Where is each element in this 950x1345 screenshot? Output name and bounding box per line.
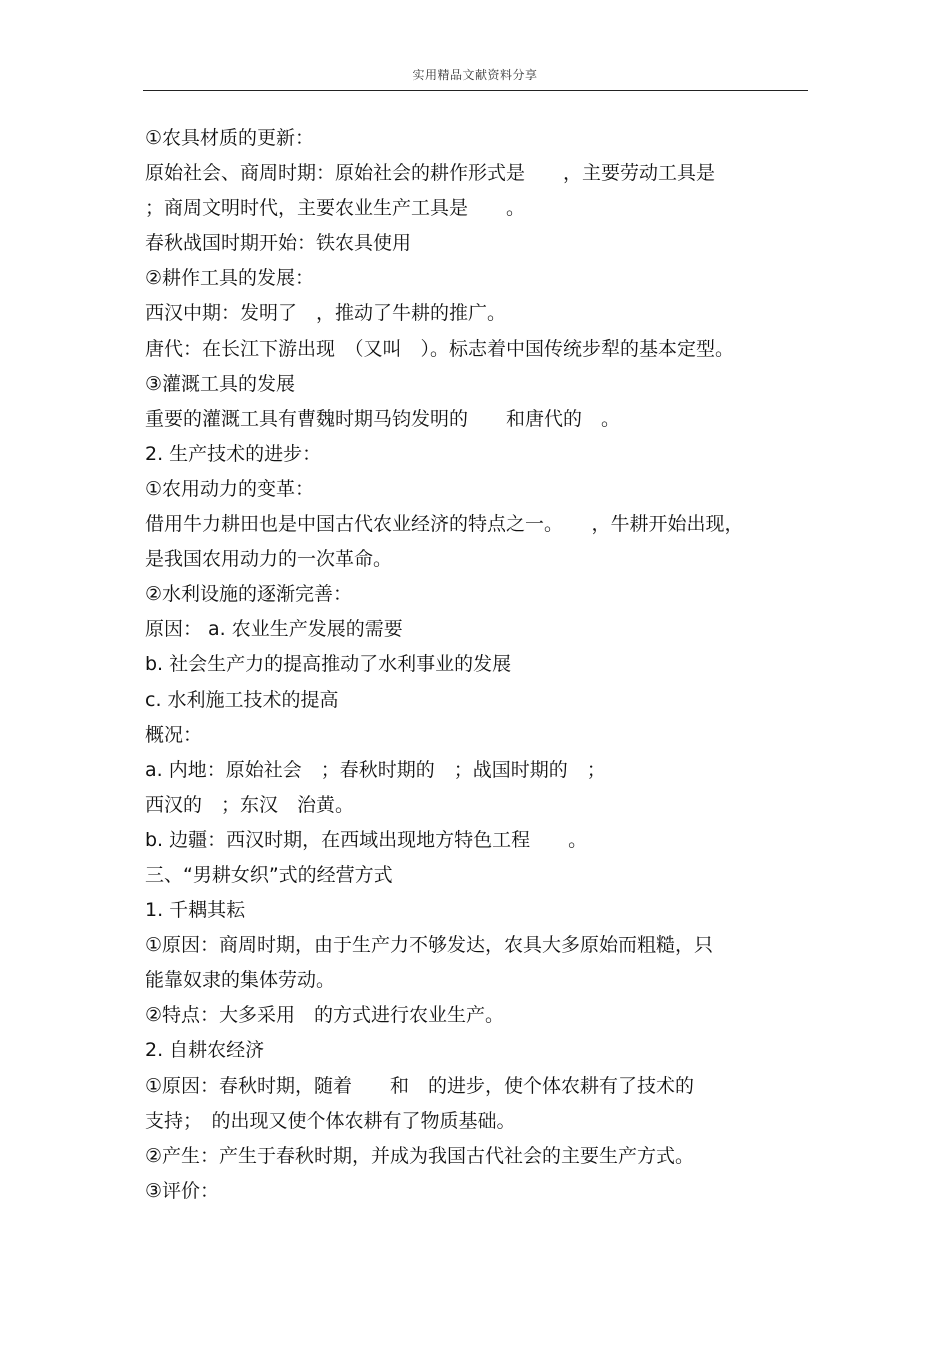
text-line: 借用牛力耕田也是中国古代农业经济的特点之一。 ，牛耕开始出现，	[145, 513, 744, 536]
text-line: 重要的灌溉工具有曹魏时期马钧发明的 和唐代的 。	[145, 407, 621, 430]
text-line: 西汉的 ；东汉 治黄。	[145, 793, 355, 816]
text-line: ③评价：	[145, 1179, 220, 1202]
page-header: 实用精品文献资料分享	[412, 68, 538, 82]
text-line: b. 社会生产力的提高推动了水利事业的发展	[145, 653, 512, 676]
text-line: ②水利设施的逐渐完善：	[145, 583, 353, 606]
text-line: ；商周文明时代，主要农业生产工具是 。	[145, 197, 526, 220]
text-line: 原因： a. 农业生产发展的需要	[145, 618, 403, 641]
text-line: 西汉中期：发明了 ，推动了牛耕的推广。	[145, 302, 507, 325]
text-line: ①原因：商周时期，由于生产力不够发达，农具大多原始而粗糙，只	[145, 934, 714, 957]
text-line: ①农具材质的更新：	[145, 127, 315, 149]
document-body	[145, 121, 795, 1209]
text-line: 三、“男耕女织”式的经营方式	[145, 863, 393, 886]
text-line: ②产生：产生于春秋时期，并成为我国古代社会的主要生产方式。	[145, 1144, 695, 1167]
text-line: a. 内地：原始社会 ；春秋时期的 ；战国时期的 ；	[145, 758, 606, 781]
text-line: 春秋战国时期开始：铁农具使用	[145, 232, 412, 255]
text-line: ③灌溉工具的发展	[145, 372, 296, 395]
text-line: ①农用动力的变革：	[145, 477, 315, 500]
text-line: 唐代：在长江下游出现 （又叫 ）。标志着中国传统步犁的基本定型。	[145, 337, 735, 360]
text-line: 原始社会、商周时期：原始社会的耕作形式是 ，主要劳动工具是	[145, 162, 716, 185]
text-line: 2. 自耕农经济	[145, 1039, 265, 1062]
text-line: b. 边疆：西汉时期，在西域出现地方特色工程 。	[145, 828, 588, 851]
text-line: 能靠奴隶的集体劳动。	[145, 969, 336, 992]
text-line: 1. 千耦其耘	[145, 899, 246, 922]
text-line: ②耕作工具的发展：	[145, 267, 315, 290]
text-line: c. 水利施工技术的提高	[145, 688, 339, 711]
text-line: 是我国农用动力的一次革命。	[145, 548, 393, 571]
header-divider	[143, 90, 808, 91]
text-line: 概况：	[145, 723, 203, 746]
text-line: 支持； 的出现又使个体农耕有了物质基础。	[145, 1109, 516, 1132]
text-line: ②特点：大多采用 的方式进行农业生产。	[145, 1004, 505, 1027]
text-line: ①原因：春秋时期，随着 和 的进步，使个体农耕有了技术的	[145, 1074, 695, 1097]
text-line: 2. 生产技术的进步：	[145, 442, 322, 465]
